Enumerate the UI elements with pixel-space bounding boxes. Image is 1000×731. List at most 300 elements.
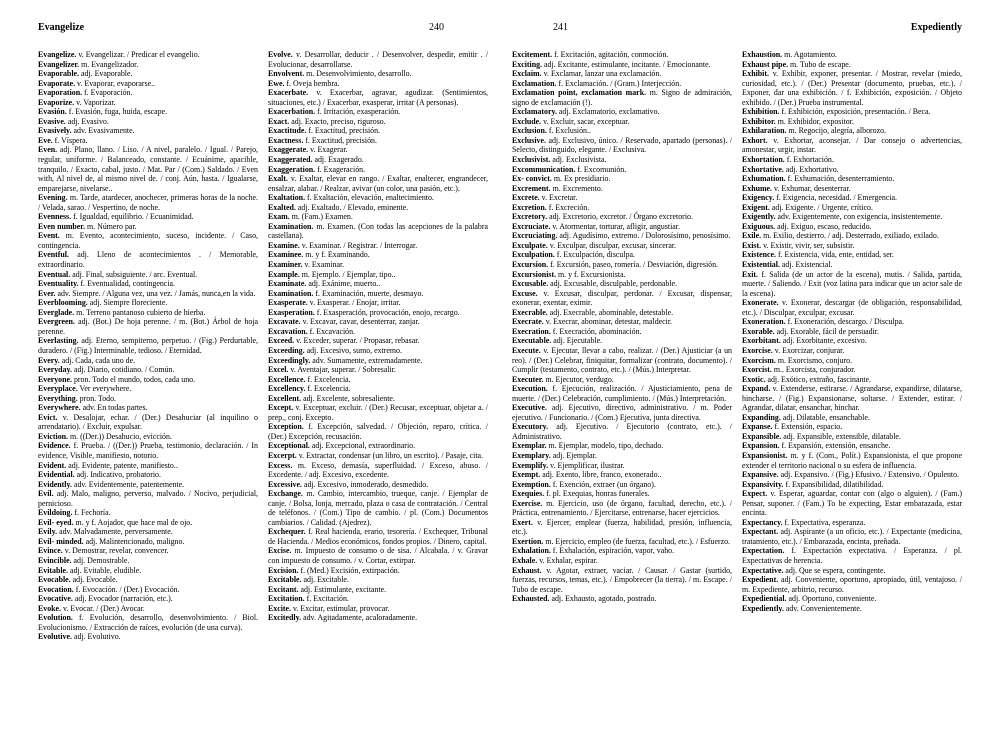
definition: adj. Excesivo, inmoderado, desmedido. [303,479,429,489]
headword: Evening. [38,193,68,203]
headword: Exaltation. [268,193,306,203]
right-page [500,0,1000,731]
headword: Examinate. [268,279,307,289]
headword: Eventual. [38,269,71,279]
dictionary-entry [742,470,962,480]
headword: Exhortative. [742,164,784,174]
definition: m. Evangelizador. [81,59,139,69]
headword: Evil- minded. [38,536,84,546]
headword: Even. [38,145,58,155]
headword: Evergreen. [38,317,75,327]
dictionary-entry [742,489,962,518]
definition: m. y f. Excursionista. [558,269,626,279]
dictionary-entry [512,241,732,251]
definition: adj. Demostrable. [73,555,130,565]
headword: Evasively. [38,126,72,136]
definition: adj. Exótico, extraño, fascinante. [767,374,872,384]
definition: adj. Ejecutivo, directivo, administrativo. / m. Poder ejecutivo. / Funcionario. / (Com.) Ejecutiva, junta directiva. [512,403,732,422]
dictionary-entry [742,527,962,546]
definition: adj. Exacto, preciso, riguroso. [291,116,386,126]
headword: Ex- convict. [512,174,552,184]
dictionary-entry [38,136,258,146]
headword: Expectancy. [742,517,783,527]
dictionary-entry [268,403,488,422]
definition: adj. Evidente, patente, manifiesto.. [68,460,178,470]
definition: adj. Excretorio, excretor. / Órgano excretorio. [549,212,693,222]
headword: Evict. [38,412,58,422]
headword: Executory. [512,422,549,432]
headword: Exactitude. [268,126,307,136]
definition: adj. Evolutivo. [73,632,121,642]
dictionary-entry [512,117,732,127]
dictionary-entry [38,79,258,89]
definition: adj. Exaltado. / Elevado, eminente. [297,202,409,212]
dictionary-entry [268,394,488,404]
dictionary-entry [268,336,488,346]
headword: Execute. [512,345,541,355]
headword: Evil- eyed. [38,517,74,527]
definition: adj. Exhortativo. [785,164,839,174]
dictionary-entry [268,613,488,623]
dictionary-entry [268,575,488,585]
definition: v. Evangelizar. / Predicar el evangelio. [78,50,200,59]
headword: Exhausted. [512,594,550,604]
dictionary-entry [268,546,488,565]
dictionary-entry [268,79,488,89]
dictionary-entry [38,279,258,289]
headword: Exiguous. [742,221,776,231]
definition: adj. Expansible, extensible, dilatable. [783,431,901,441]
dictionary-entry [268,165,488,175]
dictionary-entry [742,375,962,385]
dictionary-entry [512,107,732,117]
definition: adj. Excelente, sobresaliente. [303,393,395,403]
dictionary-entry [742,451,962,470]
definition: f. Extensión, espacio. [774,422,843,432]
definition: v. Examinar. [304,260,345,270]
definition: f. Evasión, fuga, huida, escape. [68,107,168,117]
headword: Evident. [38,460,67,470]
dictionary-entry [268,346,488,356]
definition: v. Exclamar, lanzar una exclamación. [543,69,662,79]
dictionary-entry [38,69,258,79]
definition: adv. Evasivamente. [73,126,135,136]
definition: m. Tarde, atardecer, anochecer, primeras horas de la noche. / Velada, sarao. / Vespertino, de noche. [38,193,258,212]
definition: adj. Oportuno, conveniente. [788,594,877,604]
column-2 [268,50,488,642]
definition: f. Exaltación, elevación, enaltecimiento. [307,193,434,203]
dictionary-entry [268,250,488,260]
headword: Excess. [268,460,293,470]
headword: Exchequer. [268,527,306,537]
headword: Exit. [742,269,759,279]
dictionary-entry [38,60,258,70]
definition: adj. Indicativo, probatorio. [76,470,161,480]
headword: Eve. [38,135,53,145]
dictionary-entry [512,336,732,346]
headword: Evaporate. [38,78,76,88]
definition: f. Exclusión.. [548,126,591,136]
headword: Exclusivist. [512,155,551,165]
headword: Excessive. [268,479,302,489]
definition: m. y f. (Com., Polít.) Expansionista, el que propone extender el territorio nacional o su esfera de influencia. [742,450,962,470]
dictionary-entry [742,317,962,327]
dictionary-entry [268,585,488,595]
dictionary-entry [742,422,962,432]
definition: m. Impuesto de consumo o de sisa. / Alcabala. / v. Gravar con impuesto de consumo. / v. Cortar, extirpar. [268,546,488,565]
dictionary-entry [512,184,732,194]
definition: f. Exculpación, disculpa. [556,250,635,260]
headword: Evincible. [38,555,72,565]
definition: f. Real hacienda, erario, tesorería. / Exchequer, Tribunal de Hacienda. / Medios económicos, fondos propios. / Dinero, capital. [268,527,488,546]
definition: v. Ejercer, emplear (fuerza, habilidad, presión, influencia, etc.). [512,517,732,537]
definition: adj. Excesivo, sumo, extremo. [306,345,402,355]
definition: v. Extractar, condensar (un libro, un escrito). / Pasaje, cita. [298,450,484,460]
definition: f. Evocación. / (Der.) Evocación. [75,584,180,594]
head-word: Evangelize [38,22,85,33]
definition: m. Desenvolvimiento, desarrollo. [306,69,412,79]
definition: f. Oveja hembra. [286,78,340,88]
dictionary-entry [268,203,488,213]
dictionary-entry [742,518,962,528]
definition: v. Desarrollar, deducir . / Desenvolver, despedir, emitir . / Evolucionar, desarrollarse. [268,50,488,69]
dictionary-entry [742,270,962,299]
headword: Exclusive. [512,135,546,145]
headword: Excuse. [512,288,538,298]
definition: v. Existir, vivir, ser, subsistir. [763,240,855,250]
definition: adj. Exigente. / Urgente, crítico. [771,202,873,212]
definition: adj. Dilatable, ensanchable. [782,412,870,422]
headword: Exorbitant. [742,336,781,346]
dictionary-entry [38,107,258,117]
definition: m. Ex presidiario. [553,174,611,184]
headword: Evocative. [38,594,73,604]
dictionary-entry [38,212,258,222]
headword: Exorcism. [742,355,776,365]
headword: Everywhere. [38,403,81,413]
definition: v. Exagerar. [310,145,348,155]
headword: Executable. [512,336,552,346]
dictionary-entry [268,136,488,146]
headword: Everything. [38,393,78,403]
definition: adj. Siempre floreciente. [89,298,168,308]
definition: adj. Excitante, estimulante, incitante. / Emocionante. [544,59,711,69]
headword: Evil. [38,489,54,499]
dictionary-entry [38,613,258,632]
definition: v. Examinar. / Registrar. / Interrogar. [301,240,418,250]
dictionary-entry [268,289,488,299]
definition: m. Ejemplar, modelo, tipo, dechado. [548,441,664,451]
dictionary-entry [512,375,732,385]
headword: Exigent. [742,202,770,212]
head-word: Expediently [910,22,962,33]
headword: Expansionist. [742,450,788,460]
definition: v. Exaltar, elevar en rango. / Exaltar, enaltecer, engrandecer, ensalzar, alabar. / Realzar, avivar (un color, una pasión, etc.). [268,174,488,193]
definition: f. Existencia, vida, ente, entidad, ser. [777,250,894,260]
definition: m. (Fam.) Examen. [291,212,353,222]
dictionary-entry [742,250,962,260]
definition: adj. Malo, maligno, perverso, malvado. / Nocivo, perjudicial, pernicioso. [38,489,258,508]
headword: Envolvent. [268,69,305,79]
definition: adj. Evitable, eludible. [70,565,142,575]
dictionary-entry [742,212,962,222]
headword: Exhaust pipe. [742,59,789,69]
dictionary-entry [38,308,258,318]
dictionary-entry [268,69,488,79]
dictionary-entry [742,60,962,70]
running-head [38,22,488,40]
definition: adj. Ejecutivo. / Ejecutorio (contrato, etc.). / Administrativo. [512,422,732,441]
definition: adj. Excepcional, extraordinario. [311,441,416,451]
dictionary-entry [512,556,732,566]
definition: adv. Evidentemente, patentemente. [73,479,185,489]
dictionary-entry [38,394,258,404]
definition: v. Agotar, extraer, vaciar. / Causar. / Gastar (surtido, fuerzas, recursos, temas, etc.). / Empobrecer (la tierra). / m. Escape. / Tubo de escape. [512,565,732,594]
definition: adj. Exagerado. [314,155,364,165]
dictionary-entry [268,604,488,614]
definition: m. Agotamiento. [784,50,837,59]
headword: Existence. [742,250,776,260]
definition: v. Demostrar, revelar, convencer. [64,546,169,556]
dictionary-entry [38,518,258,528]
definition: v. Exhortar, aconsejar. / Dar consejo o advertencias, amonestar, urgir, instar. [742,135,962,155]
definition: m. Exorcismo, conjuro. [777,355,853,365]
dictionary-entry [512,279,732,289]
dictionary-entry [268,145,488,155]
headword: Evocation. [38,584,74,594]
headword: Everyday. [38,365,72,375]
definition: f. pl. Exequias, honras funerales. [546,489,650,499]
headword: Exceeding. [268,345,305,355]
headword: Exorable. [742,326,775,336]
definition: m. Exhibidor, expositor. [777,116,854,126]
headword: Expand. [742,384,771,394]
headword: Exigently. [742,212,776,222]
headword: Executer. [512,374,544,384]
headword: Execution. [512,384,548,394]
definition: adj. Exorable, fácil de persuadir. [776,326,879,336]
dictionary-entry [268,489,488,527]
definition: adj. Evocador (narración, etc.). [74,594,173,604]
dictionary-entry [38,441,258,460]
headword: Exist. [742,240,762,250]
dictionary-entry [742,432,962,442]
dictionary-entry [742,356,962,366]
definition: v. Exculpar, disculpar, excusar, sincerar. [549,240,676,250]
definition: m. Terreno pantanoso cubierto de hierba. [76,307,206,317]
dictionary-entry [38,575,258,585]
dictionary-entry [742,480,962,490]
dictionary-entry [512,155,732,165]
definition: f. (Med.) Excisión, extirpación. [300,565,400,575]
definition: m.. Exorcista, conjurador. [773,365,856,375]
definition: f. Exhalación, espiración, vapor, vaho. [552,546,675,556]
headword: Exhumation. [742,174,786,184]
definition: adv. Malvadamente, perversamente. [59,527,173,537]
definition: v. Exhalar, espirar. [539,555,598,565]
headword: Expectative. [742,565,784,575]
definition: adj. Exhausto, agotado, postrado. [551,594,657,604]
headword: Excrement. [512,183,551,193]
column-1 [512,50,732,613]
dictionary-entry [512,250,732,260]
dictionary-entry [38,375,258,385]
definition: f. Víspera. [54,135,88,145]
headword: Examination. [268,221,314,231]
definition: adj. Plano, llano. / Liso. / A nivel, paralelo. / Igual. / Parejo, regular, uniforme. / Balanceado, constante. / Ecuánime, apacible, tranquilo. / Exacto, cabal, justo. / Mat. Par / (Com.) Saldado. / Even with, Al nivel de, al mismo nivel de. / conj. Aún, hasta. / Igualarse, emparejarse, nivelarse.. [38,145,258,193]
definition: f. Exhibición, exposición, presentación. / Beca. [781,107,931,117]
dictionary-entry [512,461,732,471]
dictionary-entry [268,155,488,165]
headword: Exhalation. [512,546,551,556]
headword: Exculpation. [512,250,555,260]
dictionary-entry [742,365,962,375]
headword: Exert. [512,517,533,527]
dictionary-entry [512,88,732,107]
headword: Example. [268,269,300,279]
definition: v. Exasperar. / Enojar, irritar. [309,298,401,308]
headword: Evasión. [38,107,67,117]
definition: f. Excomunión. [577,164,627,174]
definition: adj. Exánime, muerto.. [308,279,381,289]
dictionary-entry [268,365,488,375]
headword: Evaporize. [38,97,75,107]
definition: f. Irritación, exasperación. [317,107,401,117]
headword: Excellency. [268,384,306,394]
definition: v. Exhumar, desenterrar. [774,183,851,193]
headword: Excavation. [268,326,308,336]
definition: adj. Exiguo, escaso, reducido. [777,221,872,231]
dictionary-entry [512,403,732,422]
dictionary-entry [38,537,258,547]
headword: Exceed. [268,336,295,346]
definition: f. Exclamación. / (Gram.) Interjección. [558,78,682,88]
dictionary-entry [512,203,732,213]
headword: Evocable. [38,575,71,585]
headword: Ewe. [268,78,285,88]
definition: f. Exactitud, precisión. [308,126,380,136]
headword: Expanse. [742,422,773,432]
dictionary-entry [38,461,258,471]
dictionary-entry [268,327,488,337]
headword: Exhibitor. [742,116,776,126]
definition: f. Excitación, agitación, conmoción. [554,50,669,59]
headword: Evolutive. [38,632,72,642]
definition: f. Expansión, extensión, ensanche. [781,441,891,451]
definition: m. ((Der.)) Desahucio, evicción. [70,431,172,441]
headword: Exhaustion. [742,50,783,59]
columns [512,50,962,613]
dictionary-entry [38,585,258,595]
headword: Excrete. [512,193,540,203]
dictionary-entry [742,50,962,60]
definition: f. Excepción, salvedad. / Objeción, reparo, crítica. / (Der.) Excepción, recusación. [268,422,488,441]
headword: Expanding. [742,412,781,422]
dictionary-entry [38,289,258,299]
definition: m. Regocijo, alegría, alborozo. [788,126,887,136]
dictionary-entry [512,537,732,547]
dictionary-entry [268,356,488,366]
definition: adj. Exorbitante, excesivo. [782,336,867,346]
headword: Excavate. [268,317,301,327]
headword: Exculpate. [512,240,548,250]
headword: Expectant. [742,527,779,537]
definition: adj. Final, subsiguiente. / arc. Eventual. [72,269,198,279]
dictionary-entry [512,422,732,441]
headword: Excruciate. [512,221,551,231]
dictionary-entry [38,317,258,336]
headword: Excursion. [512,260,549,270]
dictionary-entry [742,327,962,337]
headword: Evildoing. [38,508,73,518]
definition: f. Eventualidad, contingencia. [80,279,175,289]
definition: f. Exigencia, necesidad. / Emergencia. [776,193,898,203]
dictionary-entry [38,250,258,269]
definition: f. Exención, extraer (un órgano). [552,479,656,489]
dictionary-entry [742,298,962,317]
headword: Evily. [38,527,58,537]
definition: m. y f. Aojador, que hace mal de ojo. [75,517,193,527]
definition: m. Ejercicio, empleo (de fuerza, facultad, etc.). / Esfuerzo. [545,536,731,546]
definition: adj. Execrable, abominable, detestable. [549,307,674,317]
definition: m. y f. Examinando. [305,250,370,260]
headword: Expansive. [742,470,779,480]
headword: Expedient. [742,575,779,585]
definition: adj. Estimulante, excitante. [300,584,387,594]
headword: Execrate. [512,317,544,327]
headword: Excision. [268,565,299,575]
headword: Excise. [268,546,292,556]
dictionary-entry [268,451,488,461]
dictionary-entry [742,184,962,194]
definition: v. Excretar. [541,193,578,203]
headword: Evitable. [38,565,69,575]
headword: Exhibit. [742,69,769,79]
dictionary-entry [38,356,258,366]
headword: Excite. [268,603,292,613]
headword: Exciting. [512,59,543,69]
definition: pron. Todo el mundo, todos, cada uno. [73,374,196,384]
dictionary-entry [268,88,488,107]
headword: Everyone. [38,374,72,384]
definition: f. Exageración. [317,164,366,174]
dictionary-entry [512,594,732,604]
headword: Exercise. [512,498,543,508]
headword: Exact. [268,116,290,126]
dictionary-entry [512,193,732,203]
headword: Exemption. [512,479,551,489]
dictionary-entry [742,136,962,155]
dictionary-entry [512,384,732,403]
definition: v. Exonerar, descargar (de obligación, responsabilidad, etc.). / Disculpar, exculpar, excusar. [742,298,962,317]
headword: Evince. [38,546,63,556]
dictionary-entry [512,174,732,184]
definition: adj. Evaporable. [80,69,133,79]
headword: Exclamation. [512,78,557,88]
headword: Exorcise. [742,345,773,355]
headword: Exhale. [512,555,538,565]
definition: m. Evento, acontecimiento, suceso, incidente. / Caso, contingencia. [38,231,258,250]
definition: f. Expectación expectativa. / Esperanza. / pl. Expectativas de herencia. [742,546,962,565]
headword: Exonerate. [742,298,779,308]
definition: adj. Exclusivo, único. / Reservado, apartado (personas). / Selecto, distinguido, elegante. / Exclusiva. [512,135,732,155]
definition: adj. Lleno de acontecimientos . / Memorable, extraordinario. [38,250,258,270]
headword: Exhaust. [512,565,542,575]
dictionary-entry [38,604,258,614]
dictionary-entry [512,308,732,318]
dictionary-entry [512,518,732,537]
definition: adj. Exclusivista. [552,155,607,165]
